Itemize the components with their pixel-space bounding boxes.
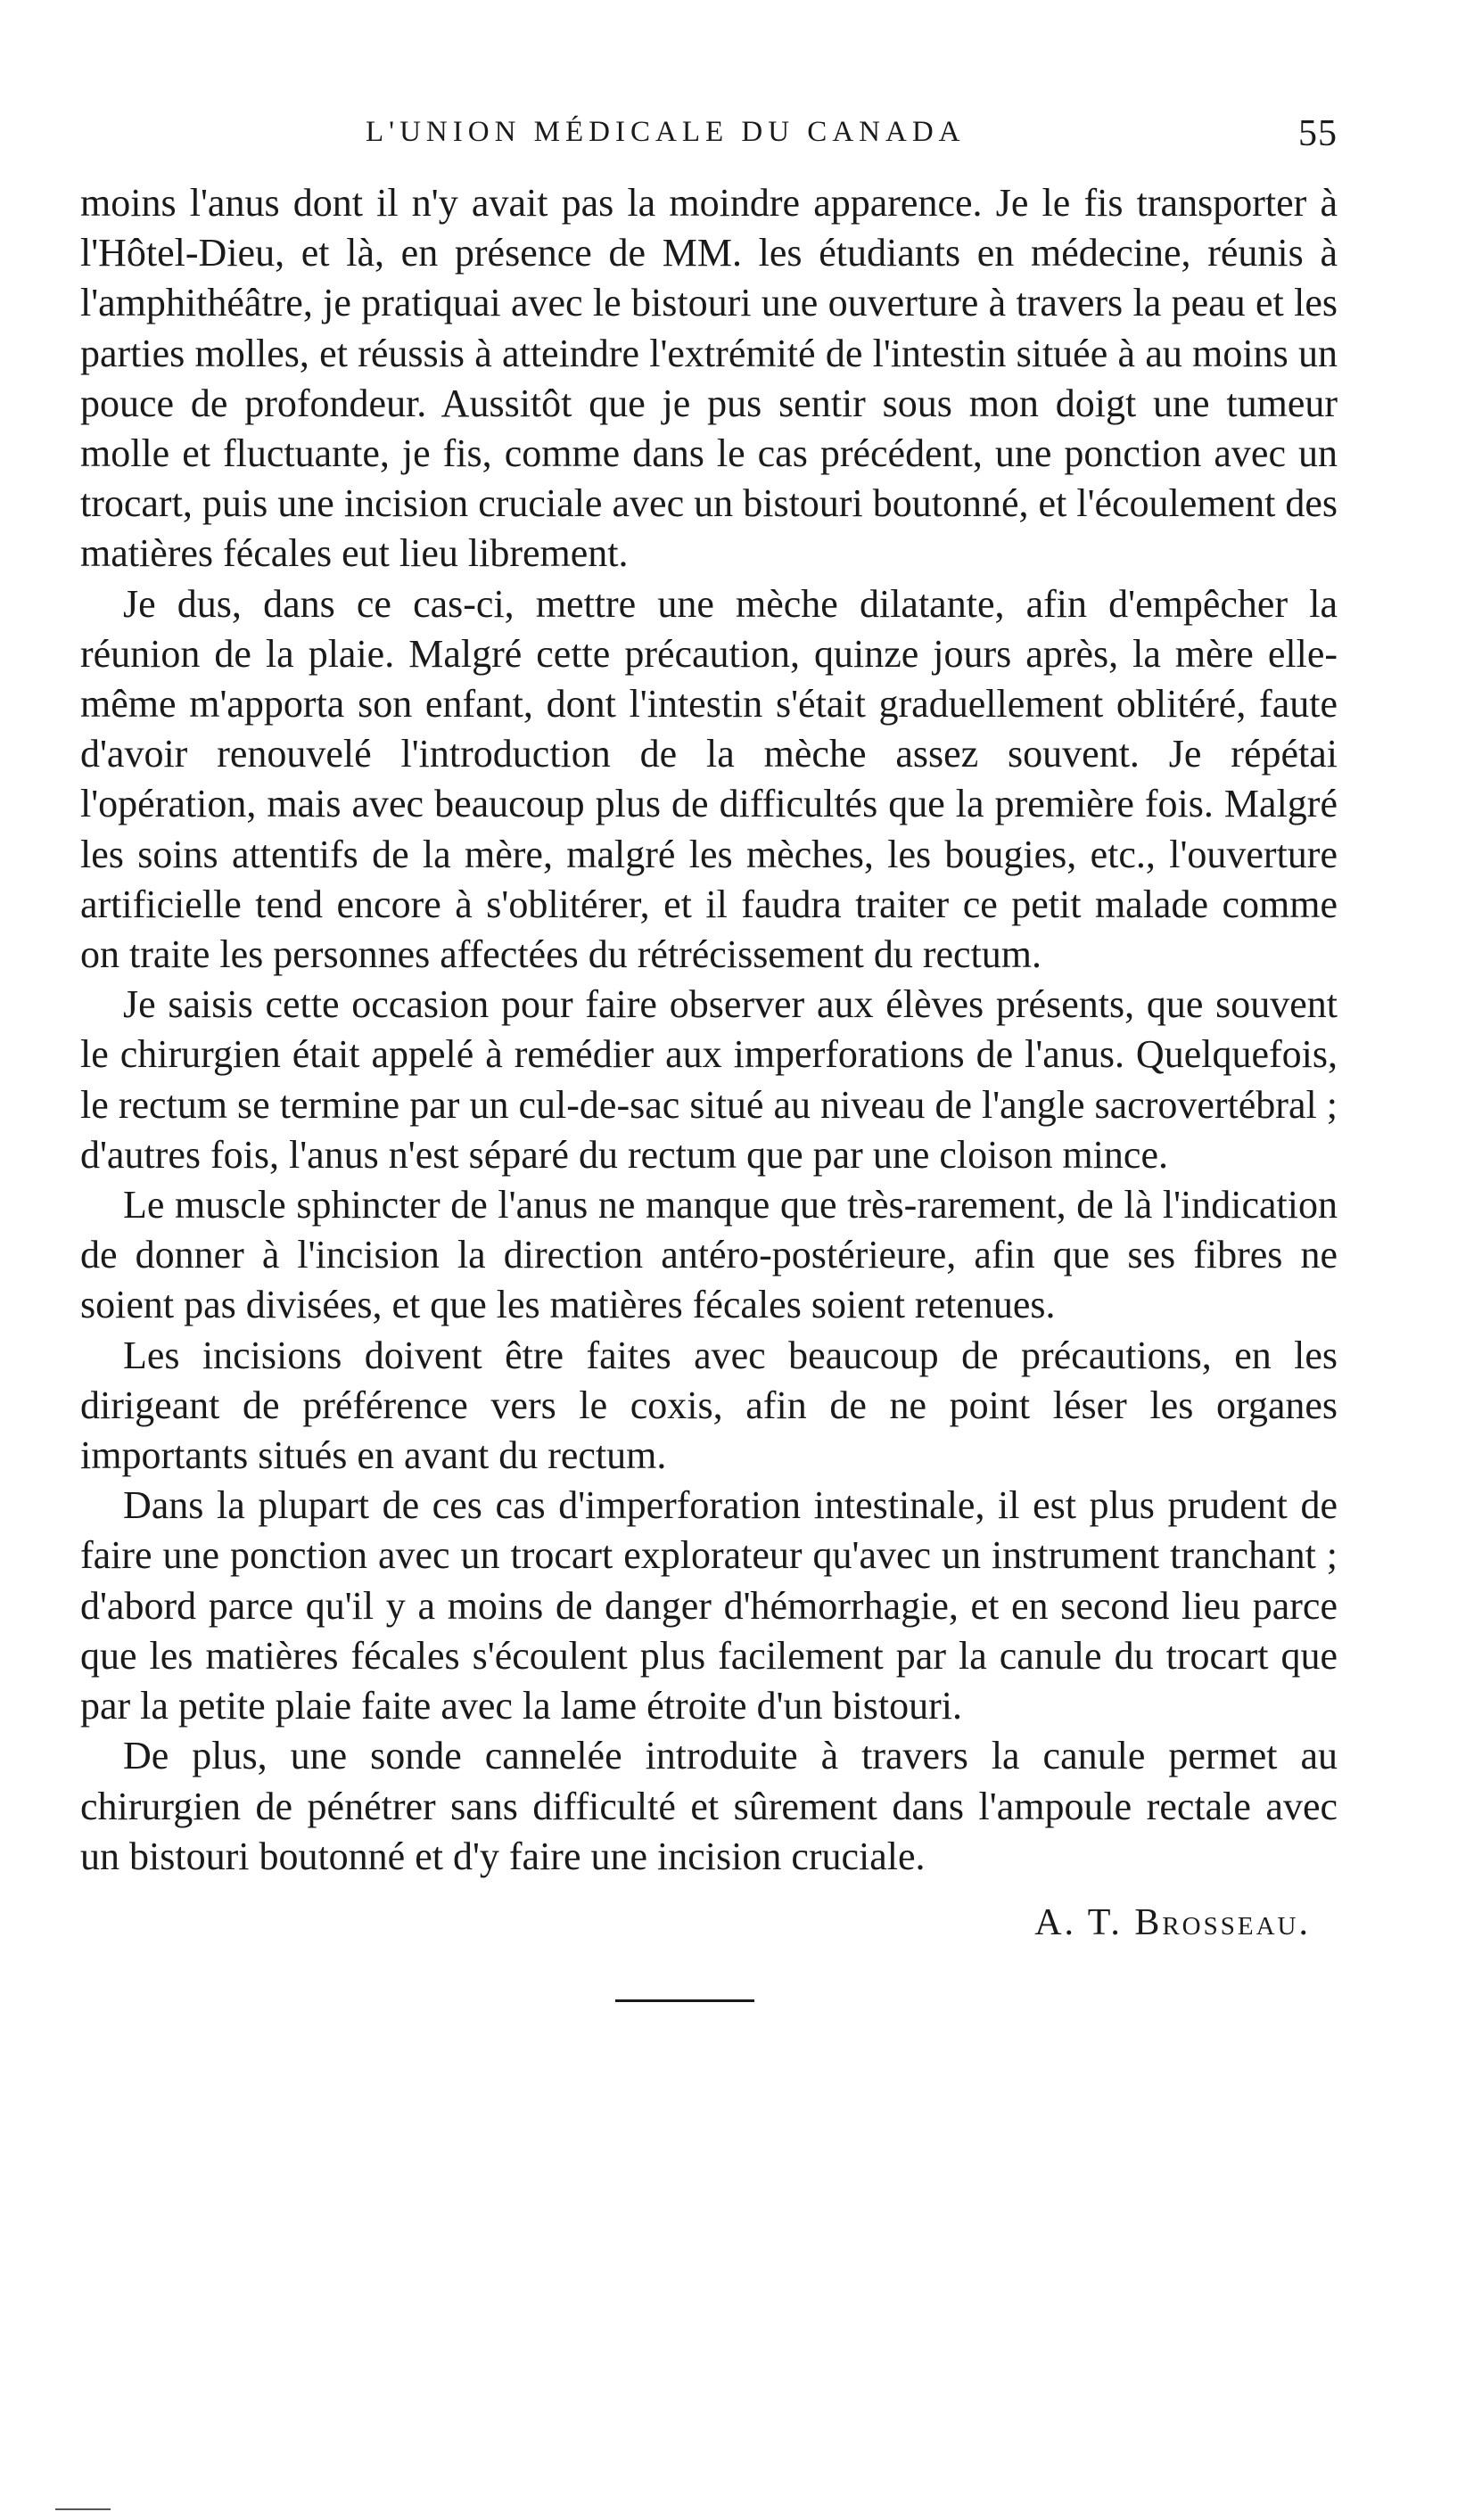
running-header	[80, 113, 1338, 169]
author-signature	[80, 1901, 1338, 1944]
paragraph: De plus, une sonde cannelée introduite à travers la canule permet au chirurgien de pénétrer sans difficulté et sûrement dans l'ampoule rectale avec un bistouri boutonné et d'y faire une incision cruciale.	[80, 1734, 1338, 1878]
end-rule	[615, 1999, 754, 2002]
author-name: A. T. Brosseau.	[1034, 1901, 1311, 1943]
paragraph: Le muscle sphincter de l'anus ne manque que très-rarement, de là l'indication de donner à l'incision la direction antéro-postérieure, afin que ses fibres ne soient pas divisées, et que les matières fécales soient retenues.	[80, 1183, 1338, 1327]
page-number: 55	[1298, 113, 1338, 154]
paragraph: Je dus, dans ce cas-ci, mettre une mèche dilatante, afin d'empêcher la réunion de la plaie. Malgré cette précaution, quinze jours après, la mère elle-même m'apporta son enfant, dont l'intestin s'était graduellement oblitéré, faute d'avoir renouvelé l'introduction de la mèche assez souvent. Je répétai l'opération, mais avec beaucoup plus de difficultés que la première fois. Malgré les soins attentifs de la mère, malgré les mèches, les bougies, etc., l'ouverture artificielle tend encore à s'oblitérer, et il faudra traiter ce petit malade comme on traite les personnes affectées du rétrécissement du rectum.	[80, 581, 1338, 977]
paragraph: Je saisis cette occasion pour faire observer aux élèves présents, que souvent le chirurgien était appelé à remédier aux imperforations de l'anus. Quelquefois, le rectum se termine par un cul-de-sac situé au niveau de l'angle sacrovertébral ; d'autres fois, l'anus n'est séparé du rectum que par une cloison mince.	[80, 982, 1338, 1177]
paragraph: moins l'anus dont il n'y avait pas la moindre apparence. Je le fis transporter à l'Hôtel-Dieu, et là, en présence de MM. les étudiants en médecine, réunis à l'amphithéâtre, je pratiquai avec le bistouri une ouverture à travers la peau et les parties molles, et réussis à atteindre l'extrémité de l'intestin située à au moins un pouce de profondeur. Aussitôt que je pus sentir sous mon doigt une tumeur molle et fluctuante, je fis, comme dans le cas précédent, une ponction avec un trocart, puis une incision cruciale avec un bistouri boutonné, et l'écoulement des matières fécales eut lieu librement.	[80, 181, 1338, 576]
paragraph: Les incisions doivent être faites avec beaucoup de précautions, en les dirigeant de préférence vers le coxis, afin de ne point léser les organes importants situés en avant du rectum.	[80, 1333, 1338, 1478]
scan-mark	[55, 2508, 111, 2510]
article-body	[80, 178, 1338, 1882]
journal-title: L'UNION MÉDICALE DU CANADA	[366, 116, 966, 148]
page	[80, 113, 1338, 2002]
paragraph: Dans la plupart de ces cas d'imperforation intestinale, il est plus prudent de faire une ponction avec un trocart explorateur qu'avec un instrument tranchant ; d'abord parce qu'il y a moins de danger d'hémorrhagie, et en second lieu parce que les matières fécales s'écoulent plus facilement par la canule du trocart que par la petite plaie faite avec la lame étroite d'un bistouri.	[80, 1483, 1338, 1728]
